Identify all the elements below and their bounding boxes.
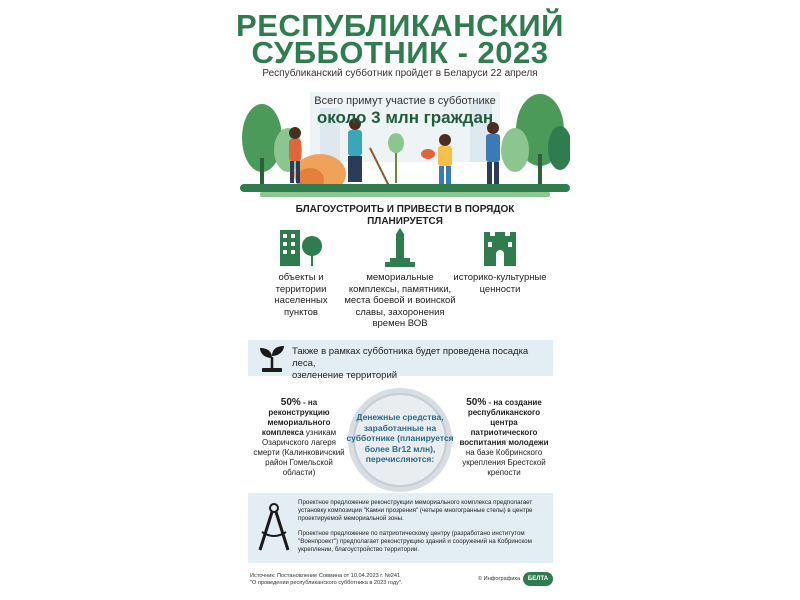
funds-left-text: 50% - на реконструкцию мемориального комплекса узникам Озаричского лагеря смерти (Калинковичский район Гомельской области)	[253, 397, 345, 477]
fortress-icon	[480, 226, 520, 266]
category-label-heritage: историко-культурные ценности	[453, 272, 547, 295]
sprout-icon	[257, 343, 287, 373]
coin-text: Денежные средства, заработанные на субботнике (планируется более Br12 млн), перечисляются:	[346, 412, 454, 464]
subtitle: Республиканский субботник пройдет в Беларуси 22 апреля	[262, 68, 538, 79]
credit-text: © Инфографика	[478, 576, 521, 582]
category-label-settlements: объекты и территории населенных пунктов	[274, 272, 328, 318]
title-line-2: СУББОТНИК - 2023	[251, 35, 549, 70]
funds-left-percent: 50%	[280, 397, 301, 408]
title-line-1: РЕСПУБЛИКАНСКИЙ	[236, 8, 564, 43]
buildings-icon	[278, 226, 324, 266]
funds-right-text: 50% - на создание республиканского центра патриотического воспитания молодежи на базе Кобринского укрепления Брестской крепости	[459, 397, 549, 477]
section-heading: БЛАГОУСТРОИТЬ И ПРИВЕСТИ В ПОРЯДОК ПЛАНИРУЕТСЯ	[295, 204, 515, 227]
compass-icon	[256, 502, 292, 554]
belta-logo: БЕЛТА	[523, 572, 553, 586]
banner-text: Также в рамках субботника будет проведена посадка леса, озеленение территорий	[292, 346, 529, 381]
obelisk-icon	[382, 226, 418, 268]
source-note: Источник: Постановление Совмина от 10.04.2023 г. №241 "О проведении республиканского субботника в 2023 году".	[250, 573, 403, 586]
category-label-memorials: мемориальные комплексы, памятники, места боевой и воинской славы, захоронения времен ВОВ	[344, 272, 456, 329]
hero-line-2: около 3 млн граждан	[316, 108, 494, 127]
note-memorial: Проектное предложение реконструкции мемориального комплекса предполагает установку композиции "Камни прозрения" (четыре многогранные стелы) в центре проектируемой мемориальной зоны.	[298, 499, 533, 522]
hero-line-1: Всего примут участие в субботнике	[314, 95, 496, 107]
note-patriotic-center: Проектное предложение по патриотическому центру (разработано институтом "Военпроект") предполагает реконструкцию зданий и сооружений на Кобринском укреплении, благоустройство территории.	[298, 530, 532, 553]
funds-right-percent: 50%	[466, 397, 487, 408]
